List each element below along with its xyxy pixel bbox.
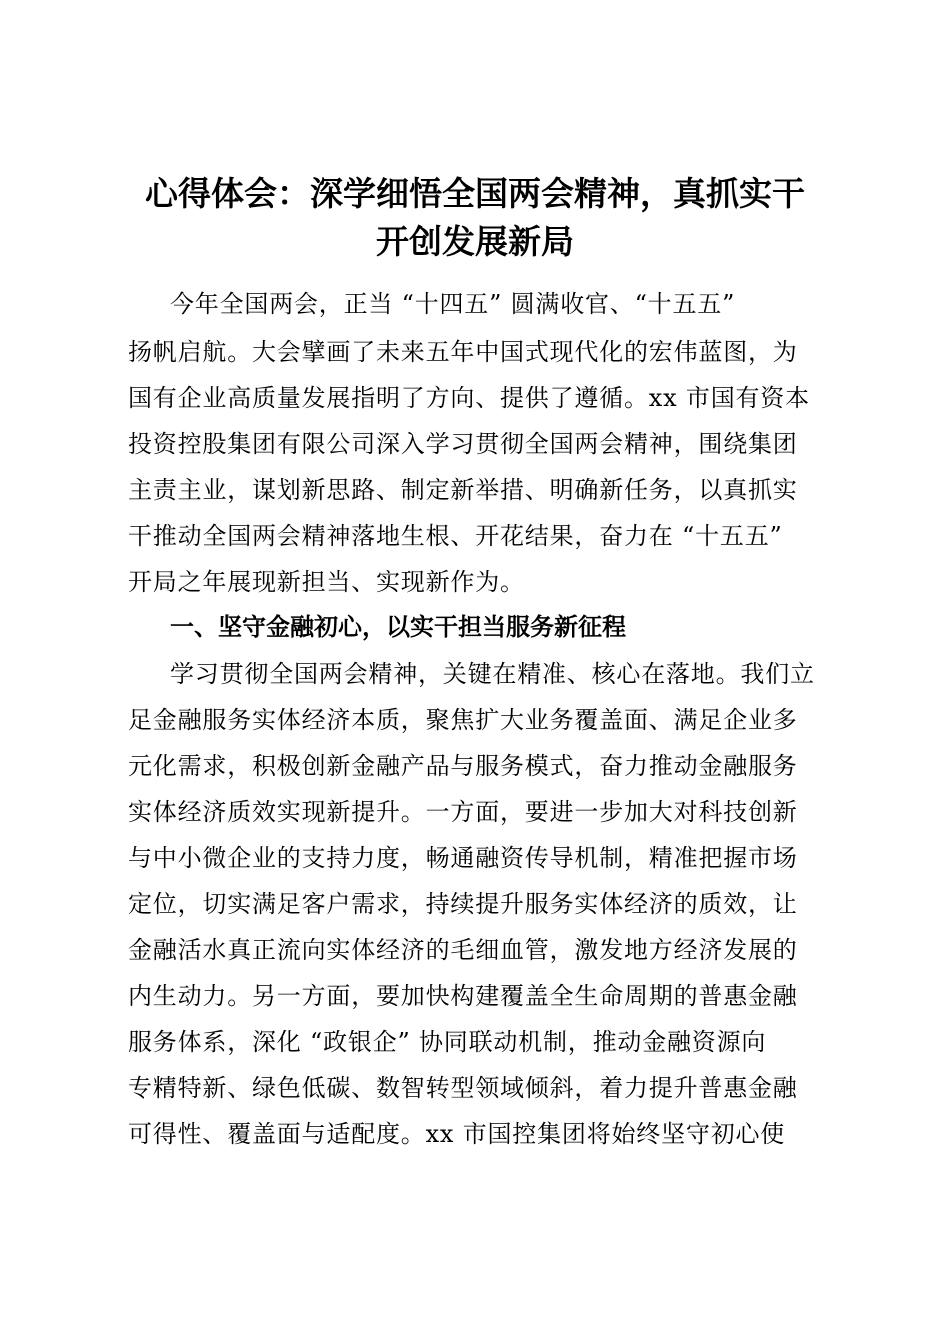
section-line-6: 定位，切实满足客户需求，持续提升服务实体经济的质效，让 bbox=[128, 890, 798, 918]
intro-line-6: 干推动全国两会精神落地生根、开花结果，奋力在 “十五五” bbox=[128, 522, 783, 550]
section-line-4: 实体经济质效实现新提升。一方面，要进一步加大对科技创新 bbox=[128, 798, 798, 826]
document-title-line-2: 开创发展新局 bbox=[376, 222, 574, 261]
section-line-9: 服务体系，深化 “政银企” 协同联动机制，推动金融资源向 bbox=[128, 1028, 767, 1056]
intro-line-2: 扬帆启航。大会擘画了未来五年中国式现代化的宏伟蓝图，为 bbox=[128, 338, 798, 366]
document-title-line-1: 心得体会：深学细悟全国两会精神，真抓实干 bbox=[145, 174, 805, 213]
intro-line-4: 投资控股集团有限公司深入学习贯彻全国两会精神，围绕集团 bbox=[128, 430, 798, 458]
section-line-10: 专精特新、绿色低碳、数智转型领域倾斜，着力提升普惠金融 bbox=[128, 1074, 798, 1102]
intro-line-5: 主责主业，谋划新思路、制定新举措、明确新任务，以真抓实 bbox=[128, 476, 798, 504]
intro-line-7: 开局之年展现新担当、实现新作为。 bbox=[128, 568, 525, 596]
section-line-8: 内生动力。另一方面，要加快构建覆盖全生命周期的普惠金融 bbox=[128, 982, 798, 1010]
section-line-2: 足金融服务实体经济本质，聚焦扩大业务覆盖面、满足企业多 bbox=[128, 706, 798, 734]
intro-line-1: 今年全国两会，正当 “十四五” 圆满收官、“十五五” bbox=[170, 290, 736, 318]
section-line-5: 与中小微企业的支持力度，畅通融资传导机制，精准把握市场 bbox=[128, 844, 798, 872]
section-line-11: 可得性、覆盖面与适配度。xx 市国控集团将始终坚守初心使 bbox=[128, 1120, 786, 1148]
intro-line-3: 国有企业高质量发展指明了方向、提供了遵循。xx 市国有资本 bbox=[128, 384, 810, 412]
section-line-7: 金融活水真正流向实体经济的毛细血管，激发地方经济发展的 bbox=[128, 936, 798, 964]
section-heading: 一、坚守金融初心，以实干担当服务新征程 bbox=[170, 613, 626, 641]
section-line-3: 元化需求，积极创新金融产品与服务模式，奋力推动金融服务 bbox=[128, 752, 798, 780]
section-line-1: 学习贯彻全国两会精神，关键在精准、核心在落地。我们立 bbox=[170, 660, 815, 688]
